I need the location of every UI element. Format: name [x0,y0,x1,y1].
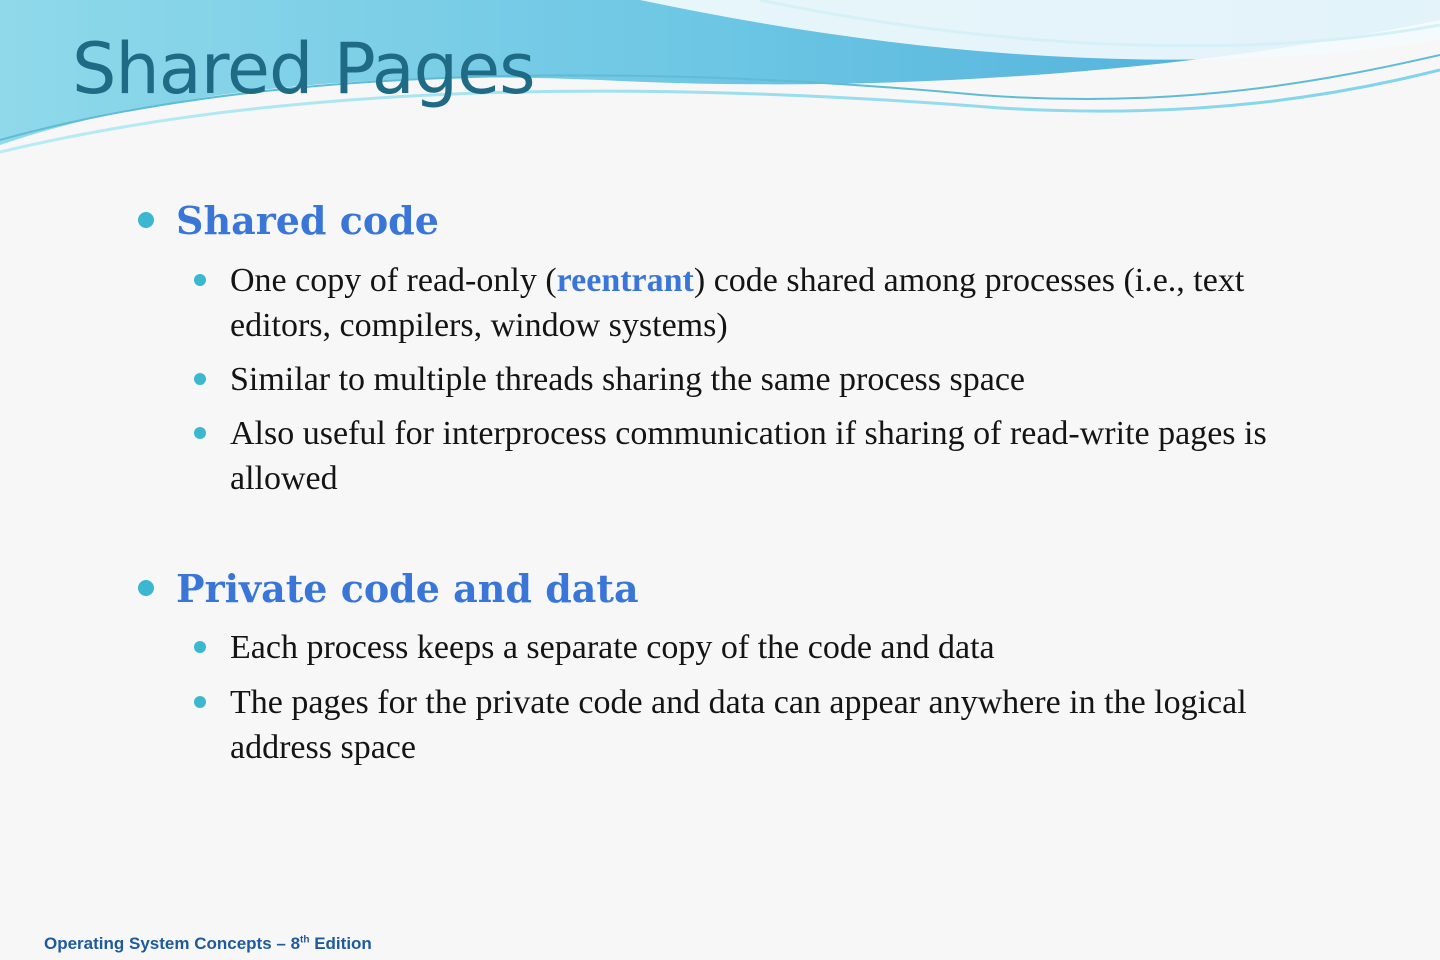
list-item: Also useful for interprocess communication if sharing of read-write pages is allowed [230,411,1340,501]
footer-text: Operating System Concepts – 8 [44,934,301,953]
footer-edition [44,934,372,954]
list-item: Each process keeps a separate copy of the code and data [230,625,1340,670]
footer-superscript: th [300,934,310,946]
list-item-text: ) code shared among processes (i.e., text editors, compilers, window systems) [230,262,1245,344]
list-item [230,258,1340,348]
list-item-text: One copy of read-only ( [230,262,557,299]
reentrant-term: reentrant [556,262,694,299]
section-heading-shared-code: Shared code [176,198,439,243]
slide-title: Shared Pages [72,28,535,110]
list-item: The pages for the private code and data can appear anywhere in the logical address space [230,680,1340,770]
footer-suffix: Edition [309,934,372,953]
section-heading-private-code: Private code and data [176,566,639,611]
list-item: Similar to multiple threads sharing the same process space [230,357,1340,402]
